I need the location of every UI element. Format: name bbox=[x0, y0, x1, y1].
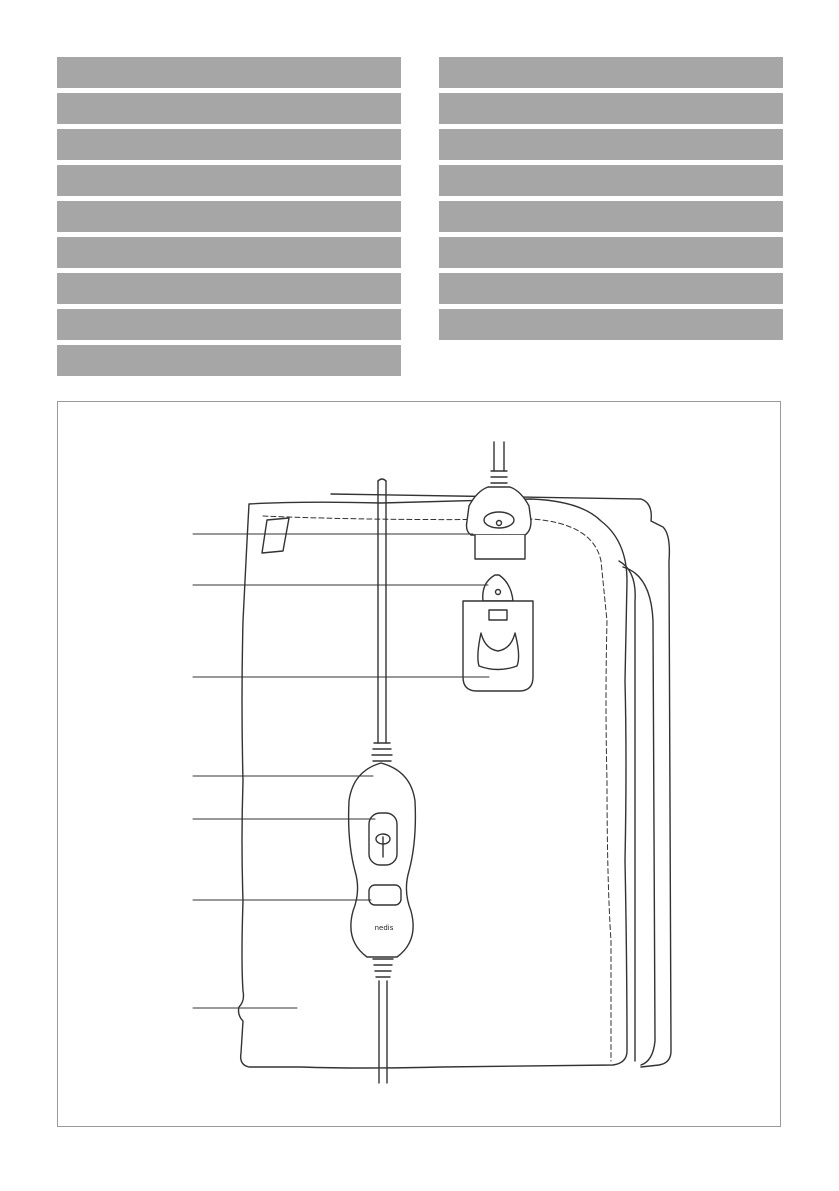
language-bar bbox=[57, 201, 401, 232]
cord-top-end bbox=[378, 479, 386, 481]
wall-plug-tab bbox=[483, 575, 513, 601]
blanket-stitching bbox=[263, 516, 611, 1061]
language-bar bbox=[57, 165, 401, 196]
language-bar bbox=[439, 57, 783, 88]
language-bar bbox=[57, 57, 401, 88]
language-bar bbox=[439, 201, 783, 232]
language-index-left bbox=[57, 57, 401, 381]
connector-cable bbox=[494, 442, 504, 471]
electric-blanket-diagram bbox=[58, 402, 780, 1126]
language-index-right bbox=[439, 57, 783, 345]
blanket-body bbox=[239, 499, 628, 1068]
controller-strain-bottom bbox=[373, 959, 393, 977]
language-bar bbox=[439, 237, 783, 268]
callout-lines bbox=[193, 534, 489, 1008]
language-bar bbox=[439, 273, 783, 304]
language-bar bbox=[439, 309, 783, 340]
language-bar bbox=[439, 165, 783, 196]
cord-top bbox=[378, 481, 386, 743]
language-bar bbox=[57, 273, 401, 304]
language-bar bbox=[57, 309, 401, 340]
blanket-label-tag bbox=[262, 518, 289, 553]
controller-strain-top bbox=[372, 743, 392, 761]
language-bar bbox=[57, 93, 401, 124]
language-bar bbox=[57, 237, 401, 268]
product-diagram-frame bbox=[57, 401, 781, 1127]
brand-logo: nedis bbox=[374, 924, 394, 932]
language-bar bbox=[57, 345, 401, 376]
connector-plug-base bbox=[475, 535, 525, 559]
connector-cable-strain bbox=[491, 471, 507, 483]
blanket-fold-edge-inner bbox=[623, 567, 655, 1065]
language-bar bbox=[439, 93, 783, 124]
language-bar bbox=[439, 129, 783, 160]
language-bar bbox=[57, 129, 401, 160]
